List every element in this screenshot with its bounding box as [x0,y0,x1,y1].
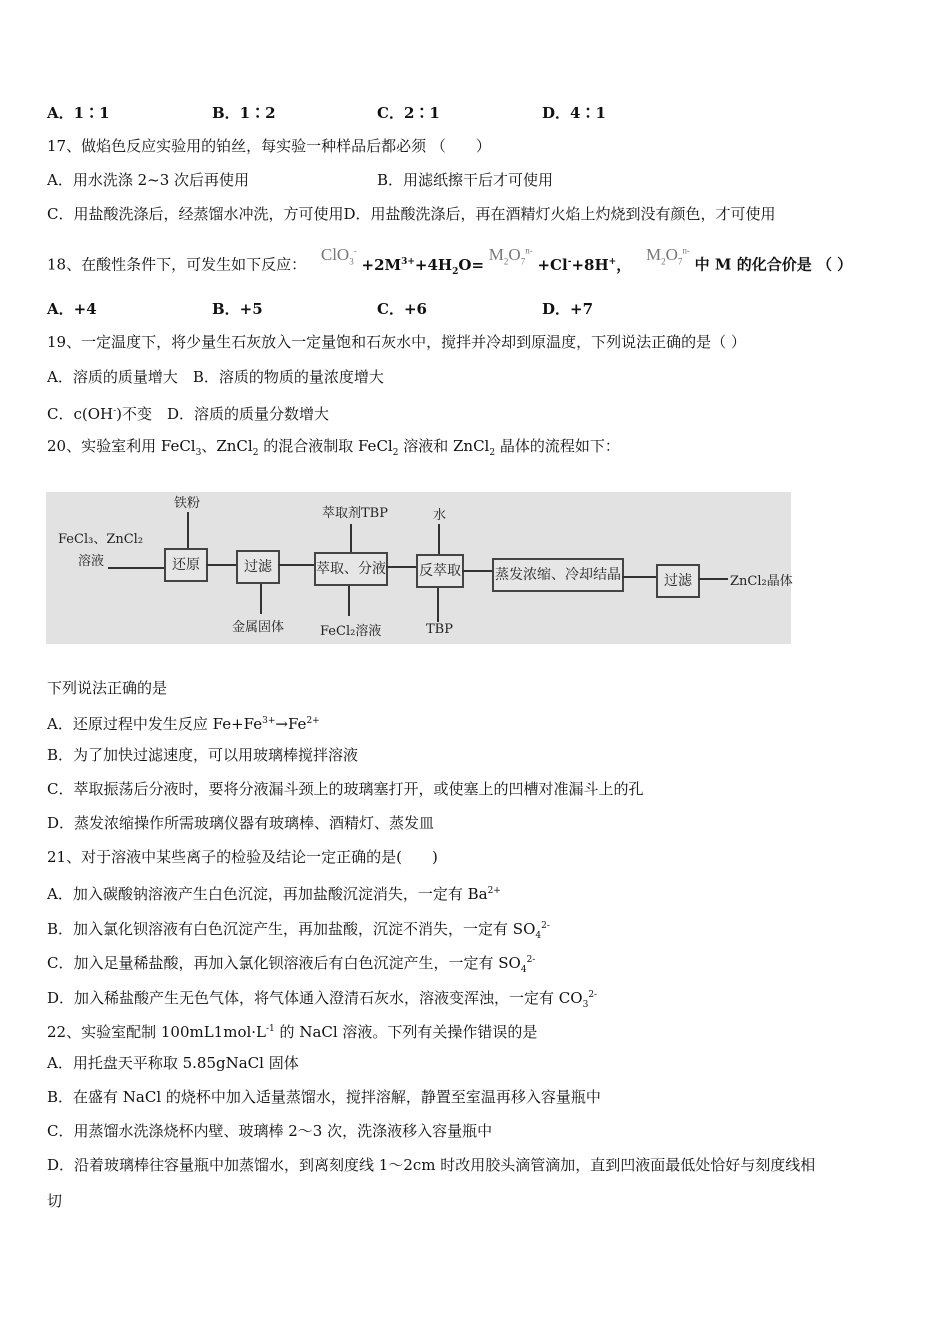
q20-option-c: C．萃取振荡后分液时，要将分液漏斗颈上的玻璃塞打开，或使塞上的凹槽对准漏斗上的孔 [47,780,644,798]
q17-option-cd: C．用盐酸洗涤后，经蒸馏水冲洗，方可使用D．用盐酸洗涤后，再在酒精灯火焰上灼烧到没有颜色，才可使用 [47,205,776,223]
flow-step-evaporate: 蒸发浓缩、冷却结晶 [492,558,624,592]
q21-option-c: C．加入足量稀盐酸，再加入氯化钡溶液后有白色沉淀产生，一定有 $SO_4^{2-}$ [47,954,536,975]
q22-option-d: D．沿着玻璃棒往容量瓶中加蒸馏水，到离刻度线 1～2cm 时改用胶头滴管滴加，直到凹液面最低处恰好与刻度线相 [47,1156,816,1174]
flow-step-filter: 过滤 [236,550,280,584]
q22-option-c: C．用蒸馏水洗涤烧杯内壁、玻璃棒 2～3 次，洗涤液移入容量瓶中 [47,1122,493,1140]
q21-option-a: A．加入碳酸钠溶液产生白色沉淀，再加盐酸沉淀消失，一定有 $Ba^{2+}$ [47,885,501,903]
q19-stem: 19、一定温度下，将少量生石灰放入一定量饱和石灰水中，搅拌并冷却到原温度，下列说法正确的是（ ） [47,333,746,351]
q18-option-b: B．+5 [212,300,263,318]
flow-step-back-extract: 反萃取 [416,554,464,588]
m2o7-formula: $M_2O_7^{n-}$ [488,244,533,267]
q18-tail: 中 M 的化合价是 （ ） [694,255,853,274]
flow-step-reduce: 还原 [164,548,208,582]
q20-option-b: B．为了加快过滤速度，可以用玻璃棒搅拌溶液 [47,746,359,764]
flow-metal-solid: 金属固体 [232,620,285,635]
q22-stem: 22、实验室配制 $100mL1mol\cdot L^{-1}$ 的 NaCl 溶液。下列有关操作错误的是 [47,1023,538,1041]
q16-option-b: B．1∶2 [212,104,276,122]
q16-option-d: D．4∶1 [542,104,606,122]
q21-option-d: D．加入稀盐酸产生无色气体，将气体通入澄清石灰水，溶液变浑浊，一定有 $CO_3^{2-}$ [47,989,598,1010]
flow-tbp-out: TBP [426,622,453,637]
flow-input: FeCl₃、ZnCl₂ [58,532,144,547]
flow-input-solution: 溶液 [78,554,105,569]
q22-option-b: B．在盛有 NaCl 的烧杯中加入适量蒸馏水，搅拌溶解，静置至室温再移入容量瓶中 [47,1088,601,1106]
q19-option-ab: A．溶质的质量增大 B．溶质的物质的量浓度增大 [47,368,384,386]
q20-option-a: A．还原过程中发生反应 $Fe+Fe^{3+}\to Fe^{2+}$ [47,715,320,733]
flow-iron-powder: 铁粉 [174,496,201,511]
q17-option-a: A．用水洗涤 2~3 次后再使用 [47,171,250,189]
m2o7-formula-2: $M_2O_7^{n-}$ [645,244,690,267]
q17-stem: 17、做焰色反应实验用的铂丝，每实验一种样品后都必须 （ ） [47,137,491,155]
q19-option-cd: C．c(OH-)不变 D．溶质的质量分数增大 [47,405,330,423]
q22-option-d-cont: 切 [47,1192,63,1210]
flow-product: ZnCl₂晶体 [730,574,793,589]
q18-text: 18、在酸性条件下，可发生如下反应： [47,255,307,274]
q21-stem: 21、对于溶液中某些离子的检验及结论一定正确的是( ) [47,848,438,866]
process-flowchart [46,492,791,644]
q20-prompt: 下列说法正确的是 [47,679,168,697]
q17-option-b: B．用滤纸擦干后才可使用 [377,171,554,189]
q16-option-a: A．1∶1 [47,104,110,122]
q18-option-a: A．+4 [47,300,97,318]
q16-option-c: C．2∶1 [377,104,440,122]
flow-step-extract: 萃取、分液 [314,552,388,586]
flow-fecl2-solution: FeCl₂溶液 [320,624,382,639]
flow-step-filter-2: 过滤 [656,564,700,598]
q20-stem: 20、实验室利用 FeCl$_3$、ZnCl$_2$ 的混合液制取 FeCl$_2$ 溶液和 ZnCl$_2$ 晶体的流程如下： [47,437,620,458]
q18-option-c: C．+6 [377,300,427,318]
q18-option-d: D．+7 [542,300,594,318]
flow-tbp-extractant: 萃取剂TBP [322,506,388,521]
flow-water: 水 [433,508,447,523]
q18-stem: 18、在酸性条件下，可发生如下反应： $ClO_3^- +2M^{3+}+4H_2O= M_2O_7^{n-} +Cl^-+8H^+$， $M_2O_7^{n-}$ 中 M 的化合价是 （ ） [47,244,853,277]
chlorate-formula: ClO$_3$- [320,244,357,267]
q21-option-b: B．加入氯化钡溶液有白色沉淀产生，再加盐酸，沉淀不消失，一定有 $SO_4^{2-}$ [47,920,550,941]
q20-option-d: D．蒸发浓缩操作所需玻璃仪器有玻璃棒、酒精灯、蒸发皿 [47,814,435,832]
q22-option-a: A．用托盘天平称取 5.85gNaCl 固体 [47,1054,299,1072]
